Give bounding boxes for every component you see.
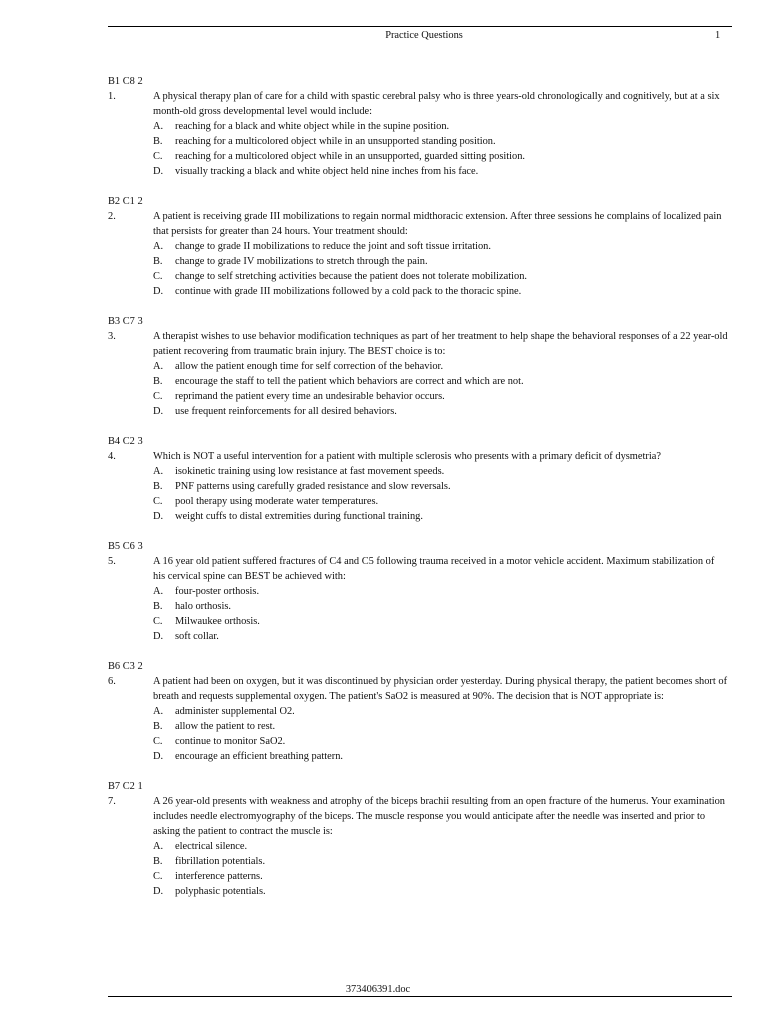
option-text: four-poster orthosis. [175, 586, 260, 597]
answer-option [108, 869, 728, 884]
answer-option [108, 464, 728, 479]
question-code: B4 C2 3 [108, 436, 143, 447]
option-letter: D. [153, 751, 164, 762]
option-text: pool therapy using moderate water temperatures. [175, 496, 379, 507]
option-letter: A. [153, 361, 164, 372]
option-text: soft collar. [175, 631, 219, 642]
question-block [108, 659, 728, 764]
option-letter: D. [153, 886, 164, 897]
option-letter: A. [153, 586, 164, 597]
answer-option [108, 389, 728, 404]
question-number: 2. [108, 211, 116, 222]
answer-option [108, 494, 728, 509]
option-letter: C. [153, 871, 163, 882]
answer-option [108, 614, 728, 629]
question-stem: A therapist wishes to use behavior modification techniques as part of her treatment to help shape the behavioral responses of a 22 year-old patient recovering from traumatic brain injury. The BEST choice is to: [153, 331, 728, 357]
answer-option [108, 269, 728, 284]
question-code: B3 C7 3 [108, 316, 143, 327]
question-stem: A 26 year-old presents with weakness and atrophy of the biceps brachii resulting from an open fracture of the humerus. Your examination includes needle electromyography of the biceps. The muscle response you would anticipate after the needle was inserted and prior to asking the patient to contract the muscle is: [153, 796, 725, 837]
option-letter: D. [153, 286, 164, 297]
answer-option [108, 734, 728, 749]
option-text: continue to monitor SaO2. [175, 736, 286, 747]
option-text: use frequent reinforcements for all desired behaviors. [175, 406, 397, 417]
option-text: reaching for a multicolored object while in an unsupported standing position. [175, 136, 496, 147]
option-text: continue with grade III mobilizations followed by a cold pack to the thoracic spine. [175, 286, 522, 297]
option-letter: D. [153, 166, 164, 177]
answer-option [108, 149, 728, 164]
option-letter: A. [153, 706, 164, 717]
question-number: 4. [108, 451, 116, 462]
question-stem-row [108, 329, 728, 359]
option-letter: A. [153, 241, 164, 252]
question-code: B6 C3 2 [108, 661, 143, 672]
question-stem-row [108, 89, 728, 119]
option-text: reprimand the patient every time an undesirable behavior occurs. [175, 391, 445, 402]
option-letter: D. [153, 511, 164, 522]
footer-filename: 373406391.doc [345, 984, 411, 995]
answer-option [108, 359, 728, 374]
option-letter: A. [153, 841, 164, 852]
answer-option [108, 254, 728, 269]
answer-option [108, 854, 728, 869]
option-text: change to self stretching activities because the patient does not tolerate mobilization. [175, 271, 528, 282]
answer-option [108, 479, 728, 494]
answer-option [108, 584, 728, 599]
question-stem: A physical therapy plan of care for a child with spastic cerebral palsy who is three years-old chronologically and cognitively, but at a six month-old gross developmental level would include: [153, 91, 720, 117]
answer-option [108, 239, 728, 254]
answer-option [108, 884, 728, 899]
option-letter: B. [153, 721, 163, 732]
option-text: polyphasic potentials. [175, 886, 266, 897]
question-code: B7 C2 1 [108, 781, 143, 792]
option-letter: B. [153, 481, 163, 492]
answer-option [108, 839, 728, 854]
question-stem-row [108, 449, 728, 464]
question-block [108, 434, 728, 524]
question-block [108, 539, 728, 644]
option-letter: B. [153, 136, 163, 147]
question-code: B2 C1 2 [108, 196, 143, 207]
option-letter: C. [153, 391, 163, 402]
header-rule [108, 26, 732, 27]
option-text: PNF patterns using carefully graded resistance and slow reversals. [175, 481, 451, 492]
answer-option [108, 284, 728, 299]
option-letter: C. [153, 736, 163, 747]
answer-option [108, 404, 728, 419]
page-header-title: Practice Questions [385, 30, 463, 41]
option-letter: D. [153, 406, 164, 417]
question-number: 7. [108, 796, 116, 807]
question-stem: A patient had been on oxygen, but it was discontinued by physician order yesterday. During physical therapy, the patient becomes short of breath and requests supplemental oxygen. The patient's SaO2 is measured at 90%. The decision that is NOT appropriate is: [153, 676, 728, 702]
question-block [108, 194, 728, 299]
option-text: reaching for a black and white object while in the supine position. [175, 121, 450, 132]
answer-option [108, 719, 728, 734]
option-text: halo orthosis. [175, 601, 231, 612]
option-text: allow the patient to rest. [175, 721, 276, 732]
question-block [108, 314, 728, 419]
answer-option [108, 599, 728, 614]
option-text: change to grade IV mobilizations to stretch through the pain. [175, 256, 428, 267]
question-number: 1. [108, 91, 116, 102]
option-text: encourage the staff to tell the patient which behaviors are correct and which are not. [175, 376, 524, 387]
answer-option [108, 629, 728, 644]
answer-option [108, 749, 728, 764]
question-stem: A 16 year old patient suffered fractures of C4 and C5 following trauma received in a motor vehicle accident. Maximum stabilization of his cervical spine can BEST be achieved with: [153, 556, 715, 582]
option-text: interference patterns. [175, 871, 263, 882]
question-stem: A patient is receiving grade III mobilizations to regain normal midthoracic extension. After three sessions he complains of localized pain that persists for greater than 24 hours. Your treatment should: [153, 211, 722, 237]
option-letter: C. [153, 151, 163, 162]
question-list [108, 74, 728, 914]
question-number: 3. [108, 331, 116, 342]
question-code: B5 C6 3 [108, 541, 143, 552]
option-text: fibrillation potentials. [175, 856, 266, 867]
answer-option [108, 164, 728, 179]
option-text: reaching for a multicolored object while in an unsupported, guarded sitting position. [175, 151, 526, 162]
option-letter: A. [153, 466, 164, 477]
option-letter: C. [153, 271, 163, 282]
option-text: encourage an efficient breathing pattern. [175, 751, 343, 762]
option-letter: A. [153, 121, 164, 132]
question-stem-row [108, 794, 728, 839]
option-letter: B. [153, 601, 163, 612]
option-letter: C. [153, 616, 163, 627]
answer-option [108, 704, 728, 719]
question-stem-row [108, 209, 728, 239]
option-text: allow the patient enough time for self correction of the behavior. [175, 361, 444, 372]
option-text: weight cuffs to distal extremities during functional training. [175, 511, 423, 522]
question-stem: Which is NOT a useful intervention for a patient with multiple sclerosis who presents with a primary deficit of dysmetria? [153, 451, 661, 462]
option-text: isokinetic training using low resistance at fast movement speeds. [175, 466, 445, 477]
question-number: 6. [108, 676, 116, 687]
option-letter: B. [153, 256, 163, 267]
option-letter: C. [153, 496, 163, 507]
question-number: 5. [108, 556, 116, 567]
answer-option [108, 509, 728, 524]
option-text: electrical silence. [175, 841, 248, 852]
page-number: 1 [715, 30, 721, 41]
option-letter: D. [153, 631, 164, 642]
question-stem-row [108, 674, 728, 704]
answer-option [108, 134, 728, 149]
question-stem-row [108, 554, 728, 584]
option-text: change to grade II mobilizations to reduce the joint and soft tissue irritation. [175, 241, 491, 252]
option-text: Milwaukee orthosis. [175, 616, 260, 627]
option-text: administer supplemental O2. [175, 706, 295, 717]
answer-option [108, 119, 728, 134]
option-letter: B. [153, 856, 163, 867]
answer-option [108, 374, 728, 389]
question-block [108, 779, 728, 899]
question-code: B1 C8 2 [108, 76, 143, 87]
question-block [108, 74, 728, 179]
footer-rule [108, 996, 732, 997]
option-text: visually tracking a black and white object held nine inches from his face. [175, 166, 479, 177]
option-letter: B. [153, 376, 163, 387]
